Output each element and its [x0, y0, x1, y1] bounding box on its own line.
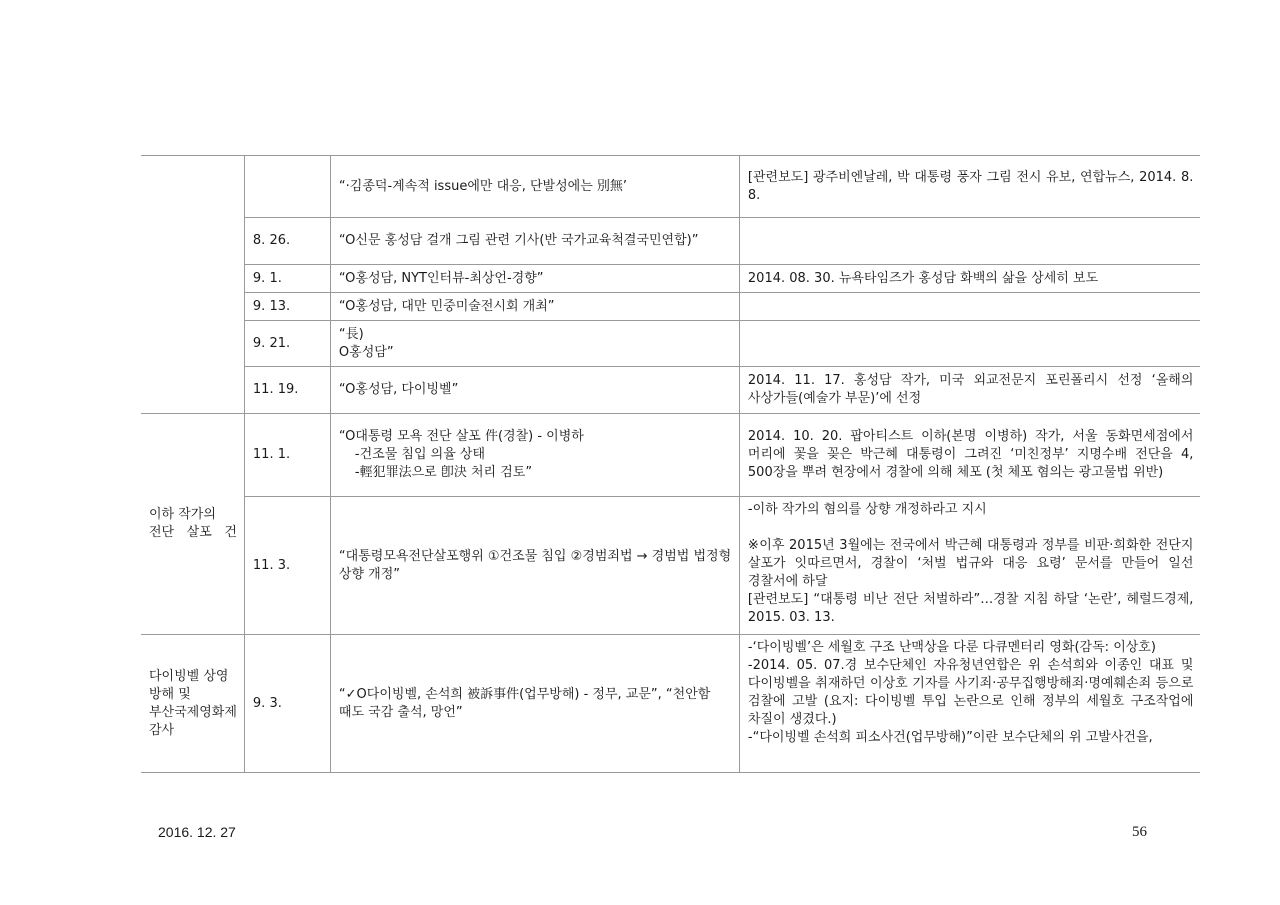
content-line: -輕犯罪法으로 卽決 처리 검토” — [354, 465, 533, 480]
note-cell — [739, 635, 1200, 773]
table-row — [141, 414, 1200, 497]
content-cell — [330, 156, 739, 218]
note-cell — [739, 497, 1200, 635]
note-line: -‘다이빙벨’은 세월호 구조 난맥상을 다룬 다큐멘터리 영화(감독: 이상호) — [747, 640, 1156, 655]
content-line: “O홍성담, 대만 민중미술전시회 개최” — [338, 298, 555, 314]
table-row — [141, 367, 1200, 414]
date-cell: 11. 3. — [244, 497, 330, 635]
date-cell: 9. 3. — [244, 635, 330, 773]
date-cell: 9. 13. — [244, 293, 330, 321]
note-cell — [739, 218, 1200, 265]
content-line: “O신문 홍성담 걸개 그림 관련 기사(반 국가교육척결국민연합)” — [338, 233, 699, 248]
content-line: “長) — [338, 326, 364, 342]
content-line: “O홍성담, 다이빙벨” — [338, 382, 459, 397]
content-line: O홍성담” — [338, 344, 394, 360]
note-cell — [739, 265, 1200, 293]
note-cell — [739, 321, 1200, 367]
content-cell — [330, 367, 739, 414]
category-cell: 다이빙벨 상영 방해 및 부산국제영화제 감사 — [141, 635, 244, 773]
content-cell — [330, 293, 739, 321]
note-line: -“다이빙벨 손석희 피소사건(업무방해)”이란 보수단체의 위 고발사건을, — [747, 730, 1153, 745]
note-line: -2014. 05. 07.경 보수단체인 자유청년연합은 위 손석희와 이종인 대표 및 다이빙벨을 취재하던 이상호 기자를 사기죄·공무집행방해죄·명예훼손죄 등으로 검찰에 고발 (요지: 다이빙벨 투입 논란으로 인해 정부의 세월호 구조작업에 차질이 생겼다.) — [747, 658, 1198, 727]
table-row — [141, 218, 1200, 265]
category-cell — [141, 156, 244, 414]
table-row — [141, 293, 1200, 321]
date-cell: 9. 1. — [244, 265, 330, 293]
content-cell — [330, 497, 739, 635]
note-line: 2014. 10. 20. 팝아티스트 이하(본명 이병하) 작가, 서울 동화면세점에서 머리에 꽃을 꽂은 박근혜 대통령이 그려진 ‘미친정부’ 지명수배 전단을 4, 500장을 뿌려 현장에서 경찰에 의해 체포 (첫 체포 혐의는 광고물법 위반) — [747, 429, 1198, 480]
content-line: “✓O다이빙벨, 손석희 被訴事件(업무방해) - 정무, 교문”, “천안함 때도 국감 출석, 망언” — [338, 686, 715, 720]
content-line: “O대통령 모욕 전단 살포 件(경찰) - 이병하 — [338, 429, 584, 444]
category-cell: 이하 작가의 전단 살포 건 — [141, 414, 244, 635]
date-cell — [244, 156, 330, 218]
date-cell: 9. 21. — [244, 321, 330, 367]
note-line: [관련보도] 광주비엔날레, 박 대통령 풍자 그림 전시 유보, 연합뉴스, 2014. 8. 8. — [747, 169, 1198, 203]
date-cell: 11. 19. — [244, 367, 330, 414]
content-cell — [330, 265, 739, 293]
note-cell — [739, 414, 1200, 497]
note-cell — [739, 367, 1200, 414]
note-cell — [739, 293, 1200, 321]
page-number: 56 — [1132, 824, 1147, 840]
footer-date: 2016. 12. 27 — [158, 824, 236, 840]
content-cell — [330, 414, 739, 497]
date-cell: 11. 1. — [244, 414, 330, 497]
content-cell — [330, 321, 739, 367]
note-blank-line — [748, 519, 1194, 537]
content-line: “대통령모욕전단살포행위 ①건조물 침입 ②경범죄법 → 경범법 법정형 상향 개정” — [338, 548, 736, 582]
note-line: ※이후 2015년 3월에는 전국에서 박근혜 대통령과 정부를 비판·희화한 전단지 살포가 잇따르면서, 경찰이 ‘처벌 법규와 대응 요령’ 문서를 만들어 일선 경찰서에 하달 — [747, 538, 1198, 589]
note-line: 2014. 11. 17. 홍성담 작가, 미국 외교전문지 포린폴리시 선정 ‘올해의 사상가들(예술가 부문)’에 선정 — [747, 373, 1198, 406]
content-cell — [330, 218, 739, 265]
note-line: -이하 작가의 혐의를 상향 개정하라고 지시 — [747, 502, 987, 517]
table-row — [141, 321, 1200, 367]
content-line: “·김종덕-계속적 issue에만 대응, 단발성에는 別無’ — [338, 178, 628, 194]
table-row — [141, 265, 1200, 293]
content-line: “O홍성담, NYT인터뷰-최상언-경향” — [338, 270, 544, 286]
date-cell: 8. 26. — [244, 218, 330, 265]
table-row — [141, 156, 1200, 218]
content-line: -건조물 침입 의율 상태 — [354, 447, 486, 462]
note-line: 2014. 08. 30. 뉴욕타임즈가 홍성담 화백의 삶을 상세히 보도 — [747, 270, 1099, 286]
document-table — [141, 155, 1200, 773]
note-cell — [739, 156, 1200, 218]
content-cell — [330, 635, 739, 773]
table-row — [141, 635, 1200, 773]
note-line: [관련보도] “대통령 비난 전단 처벌하라”…경찰 지침 하달 ‘논란’, 헤럴드경제, 2015. 03. 13. — [747, 592, 1198, 625]
table-row — [141, 497, 1200, 635]
